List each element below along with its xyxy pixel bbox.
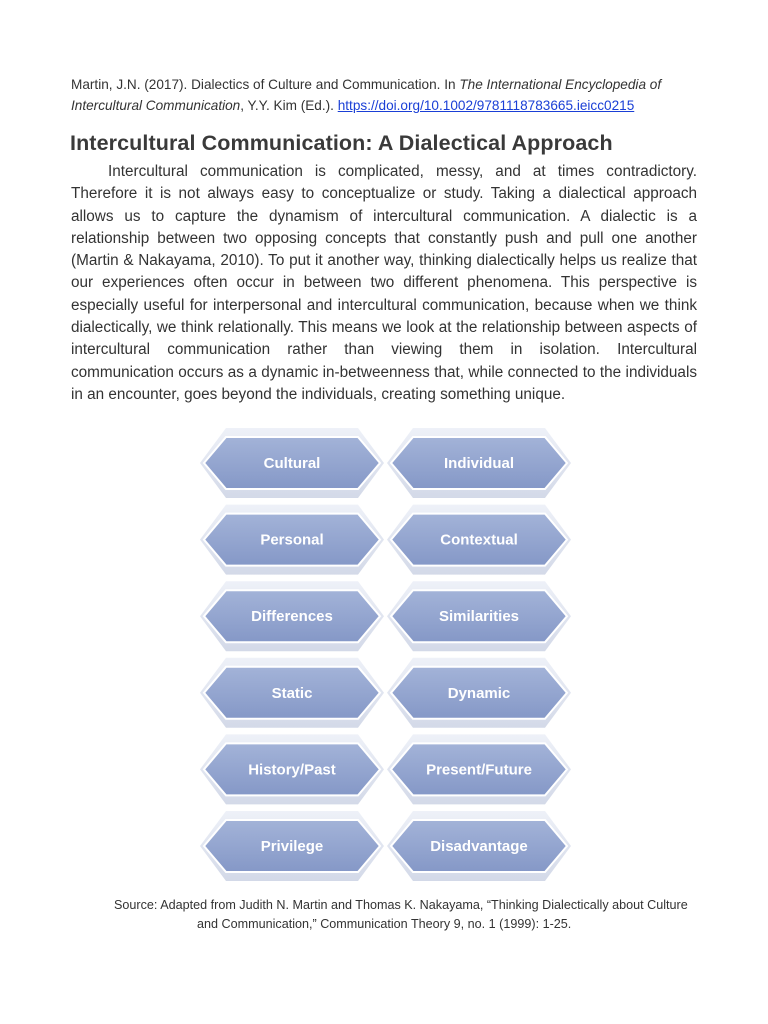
dialectic-label-right: Contextual: [440, 531, 518, 549]
dialectics-diagram: [198, 423, 574, 885]
dialectic-label-left: Cultural: [263, 455, 321, 472]
dialectic-label-left: Static: [271, 684, 313, 702]
dialectic-label-right: Individual: [443, 455, 515, 472]
page-title: Intercultural Communication: A Dialectical Approach: [70, 131, 613, 155]
dialectic-label-right: Similarities: [438, 608, 520, 626]
citation: [71, 74, 701, 116]
dialectic-label-right: Disadvantage: [430, 838, 528, 855]
doi-link[interactable]: https://doi.org/10.1002/9781118783665.ieicc0215: [337, 98, 635, 113]
dialectic-label-left: Privilege: [260, 838, 324, 855]
source-line-1: Source: Adapted from Judith N. Martin and Thomas K. Nakayama, “Thinking Dialectically about Culture: [114, 898, 688, 912]
dialectic-label-left: Differences: [251, 608, 333, 626]
citation-text: Martin, J.N. (2017). Dialectics of Culture and Communication. In: [71, 77, 460, 92]
dialectics-diagram-svg: [198, 423, 574, 885]
dialectic-label-left: Personal: [260, 531, 324, 549]
citation-source-title: The International Encyclopedia of Intercultural Communication: [71, 77, 662, 113]
source-line-2: and Communication,” Communication Theory 9, no. 1 (1999): 1-25.: [197, 917, 572, 931]
citation-editor: , Y.Y. Kim (Ed.).: [240, 98, 338, 113]
dialectic-label-left: History/Past: [248, 761, 336, 779]
dialectic-label-right: Dynamic: [447, 684, 511, 702]
body-paragraph: Intercultural communication is complicated, messy, and at times contradictory. Therefore it is not always easy to conceptualize or study. Taking a dialectical approach allows us to capture the dynamism of intercultural communication. A dialectic is a relationship between two opposing concepts that constantly push and pull one another (Martin & Nakayama, 2010). To put it another way, thinking dialectically helps us realize that our experiences often occur in between two different phenomena. This perspective is especially useful for interpersonal and intercultural communication, because when we think dialectically, we think relationally. This means we look at the relationship between aspects of intercultural communication rather than viewing them in isolation. Intercultural communication occurs as a dynamic in-betweenness that, while connected to the individuals in an encounter, goes beyond the individuals, creating something unique.: [71, 163, 697, 403]
dialectic-label-right: Present/Future: [426, 761, 532, 779]
source-note: [114, 896, 704, 934]
